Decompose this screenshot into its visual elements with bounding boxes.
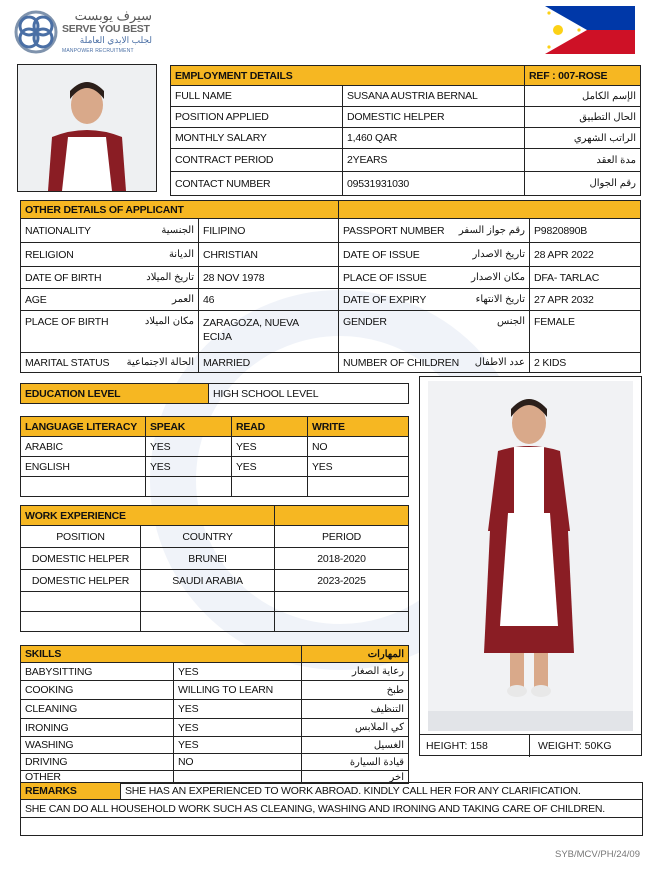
issue-place-value: DFA- TARLAC <box>530 267 641 289</box>
skill-name: WASHING <box>21 737 174 754</box>
language-header: LANGUAGE LITERACY <box>21 417 146 437</box>
gender-value: FEMALE <box>530 311 641 353</box>
table-row <box>21 548 409 570</box>
work-period: 2018-2020 <box>275 548 409 570</box>
position-col-header: POSITION <box>21 526 141 548</box>
skill-name-ar: طبخ <box>386 684 405 696</box>
skill-value: YES <box>174 663 302 681</box>
dob-label-ar: تاريخ الميلاد <box>146 271 194 283</box>
remarks-label: REMARKS <box>21 783 121 800</box>
dob-value: 28 NOV 1978 <box>199 267 339 289</box>
language-name: ARABIC <box>21 437 146 457</box>
skills-header: SKILLS <box>21 646 302 663</box>
position-value: DOMESTIC HELPER <box>343 107 525 128</box>
passport-label-ar: رقم جواز السفر <box>458 224 525 236</box>
age-label: AGE <box>25 293 47 306</box>
religion-label-ar: الديانة <box>168 248 194 260</box>
skill-value: YES <box>174 719 302 737</box>
pob-value-line1: ZARAGOZA, NUEVA <box>203 317 299 329</box>
company-subtitle-en: MANPOWER RECRUITMENT <box>62 48 134 54</box>
gender-label-ar: الجنس <box>496 316 525 327</box>
passport-label: PASSPORT NUMBER <box>343 224 445 237</box>
full-name-value: SUSANA AUSTRIA BERNAL <box>343 86 525 107</box>
work-country: SAUDI ARABIA <box>141 570 275 592</box>
salary-value: 1,460 QAR <box>343 128 525 149</box>
education-value: HIGH SCHOOL LEVEL <box>209 384 409 404</box>
logo-knot-icon <box>14 10 58 54</box>
period-col-header: PERIOD <box>275 526 409 548</box>
skill-name: OTHER <box>21 771 174 784</box>
speak-value: YES <box>146 437 232 457</box>
children-label: NUMBER OF CHILDREN <box>343 356 459 369</box>
speak-value: YES <box>146 457 232 477</box>
skill-name: DRIVING <box>21 754 174 771</box>
skill-name-ar: التنظيف <box>370 703 405 715</box>
skills-header-ar: المهارات <box>367 648 405 660</box>
contact-value: 09531931030 <box>343 172 525 196</box>
skill-name-ar: اخر <box>389 772 405 783</box>
nationality-value: FILIPINO <box>199 219 339 243</box>
ref-number: REF : 007-ROSE <box>525 66 641 86</box>
employment-header: EMPLOYMENT DETAILS <box>171 66 525 86</box>
table-row <box>21 457 409 477</box>
dob-label: DATE OF BIRTH <box>25 271 102 284</box>
weight-value: WEIGHT: 50KG <box>538 740 612 752</box>
speak-header: SPEAK <box>146 417 232 437</box>
write-value: YES <box>308 457 409 477</box>
read-value: YES <box>232 457 308 477</box>
company-name-ar: سيرف يوبست <box>74 8 152 23</box>
work-position: DOMESTIC HELPER <box>21 570 141 592</box>
issue-date-label-ar: تاريخ الاصدار <box>472 248 525 260</box>
skill-name-ar: قيادة السيارة <box>349 756 405 768</box>
applicant-photo-box <box>419 376 642 756</box>
skills-table <box>20 645 409 784</box>
remarks-line1: SHE HAS AN EXPERIENCED TO WORK ABROAD. KINDLY CALL HER FOR ANY CLARIFICATION. <box>121 783 643 800</box>
height-value: HEIGHT: 158 <box>420 735 530 757</box>
company-name-en: SERVE YOU BEST <box>62 23 150 35</box>
contact-label-ar: رقم الجوال <box>589 178 637 189</box>
contract-label: CONTRACT PERIOD <box>171 149 343 172</box>
skill-value: NO <box>174 754 302 771</box>
skill-name-ar: رعاية الصغار <box>352 666 405 677</box>
pob-label-ar: مكان الميلاد <box>144 316 194 327</box>
read-value: YES <box>232 437 308 457</box>
issue-place-label-ar: مكان الاصدار <box>471 271 525 283</box>
remarks-table <box>20 782 643 836</box>
remarks-line2: SHE CAN DO ALL HOUSEHOLD WORK SUCH AS CLEANING, WASHING AND IRONING AND TAKING CARE OF CHILDREN. <box>21 800 643 818</box>
language-table <box>20 416 409 497</box>
applicant-photo-small <box>17 64 157 192</box>
age-label-ar: العمر <box>172 293 194 305</box>
work-position: DOMESTIC HELPER <box>21 548 141 570</box>
nationality-label: NATIONALITY <box>25 224 91 237</box>
children-value: 2 KIDS <box>530 353 641 373</box>
write-value: NO <box>308 437 409 457</box>
marital-value: MARRIED <box>199 353 339 373</box>
company-logo <box>14 8 194 58</box>
skill-name: COOKING <box>21 681 174 700</box>
work-period: 2023-2025 <box>275 570 409 592</box>
salary-label: MONTHLY SALARY <box>171 128 343 149</box>
work-header: WORK EXPERIENCE <box>21 506 275 526</box>
marital-label: MARITAL STATUS <box>25 356 110 369</box>
other-details-header: OTHER DETAILS OF APPLICANT <box>21 201 339 219</box>
expiry-label-ar: تاريخ الانتهاء <box>475 293 525 305</box>
table-row <box>21 570 409 592</box>
education-table <box>20 383 409 404</box>
skill-name-ar: الغسيل <box>373 739 405 751</box>
table-row <box>21 681 409 700</box>
work-country: BRUNEI <box>141 548 275 570</box>
table-row <box>21 719 409 737</box>
table-row <box>21 754 409 771</box>
table-row <box>21 737 409 754</box>
read-header: READ <box>232 417 308 437</box>
nationality-label-ar: الجنسية <box>161 224 194 236</box>
table-row <box>21 663 409 681</box>
position-label: POSITION APPLIED <box>171 107 343 128</box>
passport-value: P9820890B <box>530 219 641 243</box>
applicant-photo-large <box>428 381 633 731</box>
pob-value-line2: ECIJA <box>203 331 232 343</box>
company-subtitle-ar: لجلب الايدي العاملة <box>79 35 152 45</box>
contract-label-ar: مدة العقد <box>596 154 637 166</box>
gender-label: GENDER <box>343 316 387 328</box>
employment-details-table <box>170 65 641 196</box>
language-name: ENGLISH <box>21 457 146 477</box>
document-code: SYB/MCV/PH/24/09 <box>554 849 640 860</box>
religion-value: CHRISTIAN <box>199 243 339 267</box>
skill-name: IRONING <box>21 719 174 737</box>
skill-name: CLEANING <box>21 700 174 719</box>
marital-label-ar: الحالة الاجتماعية <box>126 356 194 368</box>
issue-date-value: 28 APR 2022 <box>530 243 641 267</box>
issue-date-label: DATE OF ISSUE <box>343 248 420 261</box>
children-label-ar: عدد الاطفال <box>474 356 525 368</box>
position-label-ar: الحال التطبيق <box>579 111 637 123</box>
table-row <box>21 700 409 719</box>
full-name-label: FULL NAME <box>171 86 343 107</box>
contact-label: CONTACT NUMBER <box>171 172 343 196</box>
contract-value: 2YEARS <box>343 149 525 172</box>
full-name-label-ar: الإسم الكامل <box>582 90 637 102</box>
religion-label: RELIGION <box>25 248 74 261</box>
pob-label: PLACE OF BIRTH <box>25 316 109 328</box>
salary-label-ar: الراتب الشهري <box>573 132 637 144</box>
skill-value: YES <box>174 737 302 754</box>
education-label: EDUCATION LEVEL <box>21 384 209 404</box>
skill-name-ar: كي الملابس <box>355 722 405 733</box>
other-details-table <box>20 200 641 373</box>
skill-name: BABYSITTING <box>21 663 174 681</box>
philippines-flag-icon <box>545 6 635 54</box>
table-row <box>21 437 409 457</box>
expiry-value: 27 APR 2032 <box>530 289 641 311</box>
skill-value: WILLING TO LEARN <box>174 681 302 700</box>
country-col-header: COUNTRY <box>141 526 275 548</box>
skill-value: YES <box>174 700 302 719</box>
write-header: WRITE <box>308 417 409 437</box>
issue-place-label: PLACE OF ISSUE <box>343 271 427 284</box>
work-experience-table <box>20 505 409 632</box>
expiry-label: DATE OF EXPIRY <box>343 293 427 306</box>
age-value: 46 <box>199 289 339 311</box>
